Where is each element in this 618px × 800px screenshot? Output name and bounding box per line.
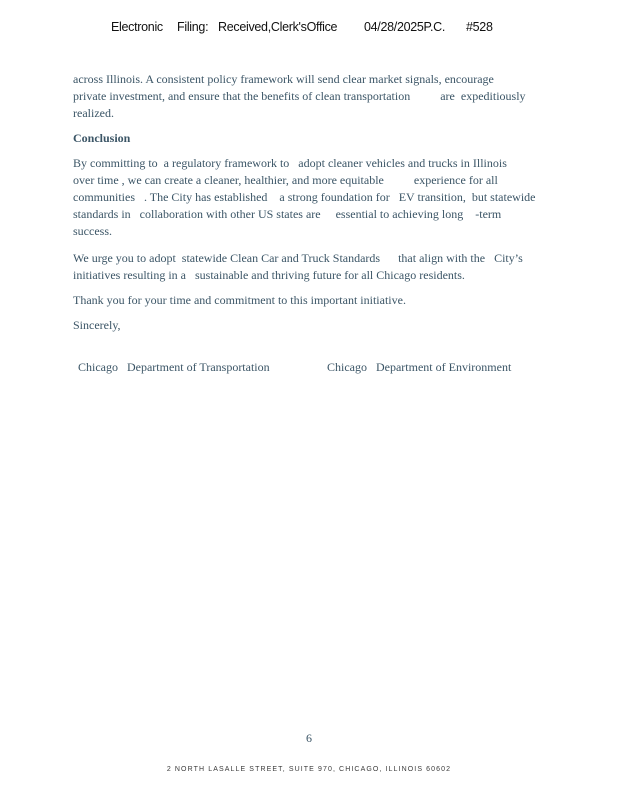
footer-address: 2 NORTH LASALLE STREET, SUITE 970, CHICAGO, ILLINOIS 60602 (166, 766, 452, 773)
filing-header-filing: Filing: (177, 20, 209, 34)
signature-department-environment: Chicago Department of Environment (327, 360, 512, 374)
filing-header-date: 04/28/2025P.C. (364, 20, 446, 34)
conclusion-heading: Conclusion (73, 131, 131, 145)
intro-continuation-paragraph: across Illinois. A consistent policy framework will send clear market signals, encourage private investment, and ensure that the benefits of clean transportation are expeditiously realized. (73, 72, 526, 120)
urge-paragraph: We urge you to adopt statewide Clean Car and Truck Standards that align with the City’s initiatives resulting in a sustainable and thriving future for all Chicago residents. (73, 251, 523, 282)
filing-header (0, 20, 618, 38)
filing-header-number: #528 (466, 20, 493, 34)
conclusion-paragraph: By committing to a regulatory framework to adopt cleaner vehicles and trucks in Illinois over time , we can create a cleaner, healthier, and more equitable experience for all communities . The City has established a strong foundation for EV transition, but statewide standards in collaboration with other US states are essential to achieving long -term success. (73, 156, 536, 238)
filing-header-electronic: Electronic (111, 20, 163, 34)
closing-salutation: Sincerely, (73, 318, 121, 332)
thanks-paragraph: Thank you for your time and commitment to this important initiative. (73, 293, 406, 307)
filing-header-received: Received,Clerk'sOffice (218, 20, 338, 34)
signature-department-transportation: Chicago Department of Transportation (78, 360, 270, 374)
page-number: 6 (306, 731, 312, 745)
